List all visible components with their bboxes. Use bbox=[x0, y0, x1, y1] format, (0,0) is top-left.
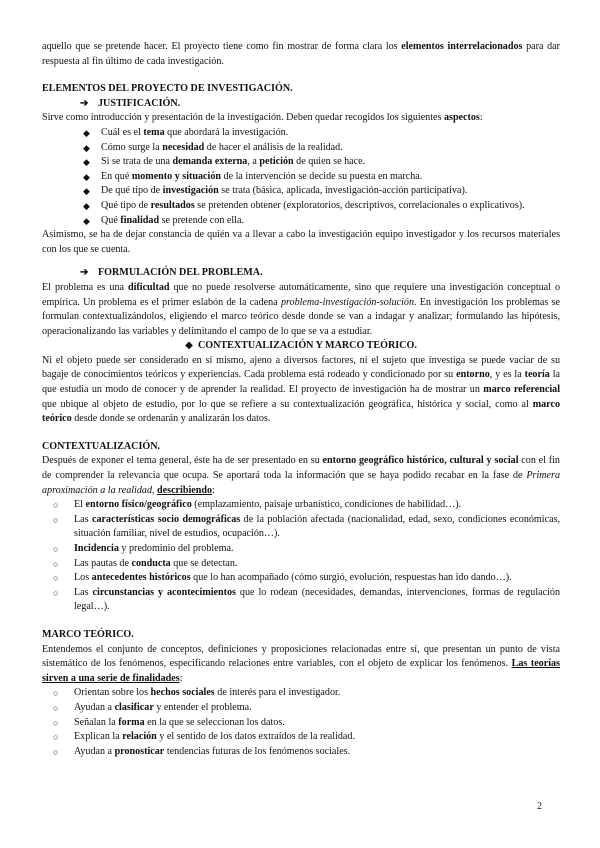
marco-teorico-heading: MARCO TEÓRICO. bbox=[42, 628, 134, 640]
list-item: ◆ Cómo surge la necesidad de hacer el análisis de la realidad. bbox=[42, 141, 560, 156]
list-item: ○ Las pautas de conducta que se detectan. bbox=[42, 557, 560, 572]
justificacion-list bbox=[42, 126, 560, 228]
justificacion-intro: Sirve como introducción y presentación de la investigación. Deben quedar recogidos los siguientes aspectos: bbox=[42, 112, 483, 124]
list-item: ◆ En qué momento y situación de la intervención se decide su puesta en marcha. bbox=[42, 170, 560, 185]
justificacion-closing: Asimismo, se ha de dejar constancia de quién va a llevar a cabo la investigación equipo investigador y los recursos materiales con los que se cuenta. bbox=[42, 229, 560, 255]
contexto-marco-heading: ◆ CONTEXTUALIZACIÓN Y MARCO TEÓRICO. bbox=[185, 340, 417, 352]
marco-teorico-list bbox=[42, 686, 560, 759]
list-item: ○ Señalan la forma en la que se seleccionan los datos. bbox=[42, 716, 560, 731]
list-item: ◆ Si se trata de una demanda externa, a petición de quien se hace. bbox=[42, 155, 560, 170]
list-item: ○ Orientan sobre los hechos sociales de interés para el investigador. bbox=[42, 686, 560, 701]
list-item: ◆ Qué tipo de resultados se pretenden obtener (exploratorios, descriptivos, correlacionales o explicativos). bbox=[42, 199, 560, 214]
document-page bbox=[42, 40, 560, 759]
arrow-icon: ➔ bbox=[80, 267, 89, 279]
justificacion-heading: ➔ JUSTIFICACIÓN. bbox=[42, 97, 560, 112]
intro-paragraph: aquello que se pretende hacer. El proyecto tiene como fin mostrar de forma clara los elementos interrelacionados para dar respuesta al fin último de cada investigación. bbox=[42, 41, 560, 67]
contextualizacion-list bbox=[42, 498, 560, 615]
list-item: ○ Ayudan a clasificar y entender el problema. bbox=[42, 701, 560, 716]
main-heading: ELEMENTOS DEL PROYECTO DE INVESTIGACIÓN. bbox=[42, 83, 293, 95]
list-item: ◆ Qué finalidad se pretende con ella. bbox=[42, 214, 560, 229]
list-item: ○ Incidencia y predominio del problema. bbox=[42, 542, 560, 557]
arrow-icon: ➔ bbox=[80, 97, 89, 109]
list-item: ○ Las circunstancias y acontecimientos que lo rodean (necesidades, demandas, intervenciones, formas de regulación legal…). bbox=[42, 586, 560, 615]
list-item: ○ Ayudan a pronosticar tendencias futuras de los fenómenos sociales. bbox=[42, 745, 560, 760]
list-item: ○ Los antecedentes históricos que lo han acompañado (cómo surgió, evolución, respuestas han ido dando…). bbox=[42, 571, 560, 586]
contexto-marco-paragraph: Ni el objeto puede ser considerado en sí mismo, ajeno a diversos factores, ni el sujeto que investiga se puede vaciar de su bagaje de conocimientos teóricos y experiencias. Cada problema está rodeado y condicionado por su entorno, y es la teoría la que estudia un modo de conocer y de aprender la realidad. El proyecto de investigación ha de mostrar un marco referencial que ubique al objeto de estudio, por lo que se refiere a su contextualización geográfica, histórica y social, como al marco teórico desde donde se ordenarán y analizarán los datos. bbox=[42, 354, 561, 425]
diamond-icon: ◆ bbox=[185, 340, 193, 352]
contextualizacion-heading: CONTEXTUALIZACIÓN. bbox=[42, 440, 161, 452]
list-item: ○ El entorno físico/geográfico (emplazamiento, paisaje urbanístico, condiciones de habilidad…). bbox=[42, 498, 560, 513]
list-item: ○ Explican la relación y el sentido de los datos extraídos de la realidad. bbox=[42, 730, 560, 745]
marco-teorico-paragraph: Entendemos el conjunto de conceptos, definiciones y proposiciones relacionadas entre sí, que presentan un punto de vista sistemático de los fenómenos, especificando relaciones entre variables, con el objeto de explicar los fenómenos. Las teorías sirven a una serie de finalidades: bbox=[42, 643, 560, 684]
list-item: ◆ De qué tipo de investigación se trata (básica, aplicada, investigación-acción participativa). bbox=[42, 184, 560, 199]
list-item: ○ Las características socio demográficas de la población afectada (nacionalidad, edad, sexo, condiciones económicas, situación familiar, nivel de estudios, ocupación…). bbox=[42, 513, 560, 542]
formulacion-heading: ➔ FORMULACIÓN DEL PROBLEMA. bbox=[42, 266, 560, 281]
list-item: ◆ Cuál es el tema que abordará la investigación. bbox=[42, 126, 560, 141]
contextualizacion-paragraph: Después de exponer el tema general, éste ha de ser presentado en su entorno geográfico histórico, cultural y social con el fin de comprender la relevancia que ocupa. Se aportará toda la información que se haya podido recabar en la fase de Primera aproximación a la realidad, describiendo: bbox=[42, 455, 560, 496]
page-number: 2 bbox=[537, 801, 542, 812]
formulacion-paragraph: El problema es una dificultad que no puede resolverse automáticamente, sino que requiere una investigación conceptual o empírica. Un problema es el primer eslabón de la cadena problema-investigación-solución. En investigación los problemas se formulan contextualizándolos, eligiendo el marco teórico desde donde se van a indagar y analizar; formulando las hipótesis, operacionalizando las variables y delimitando el campo de lo que se va a estudiar. bbox=[42, 281, 560, 337]
